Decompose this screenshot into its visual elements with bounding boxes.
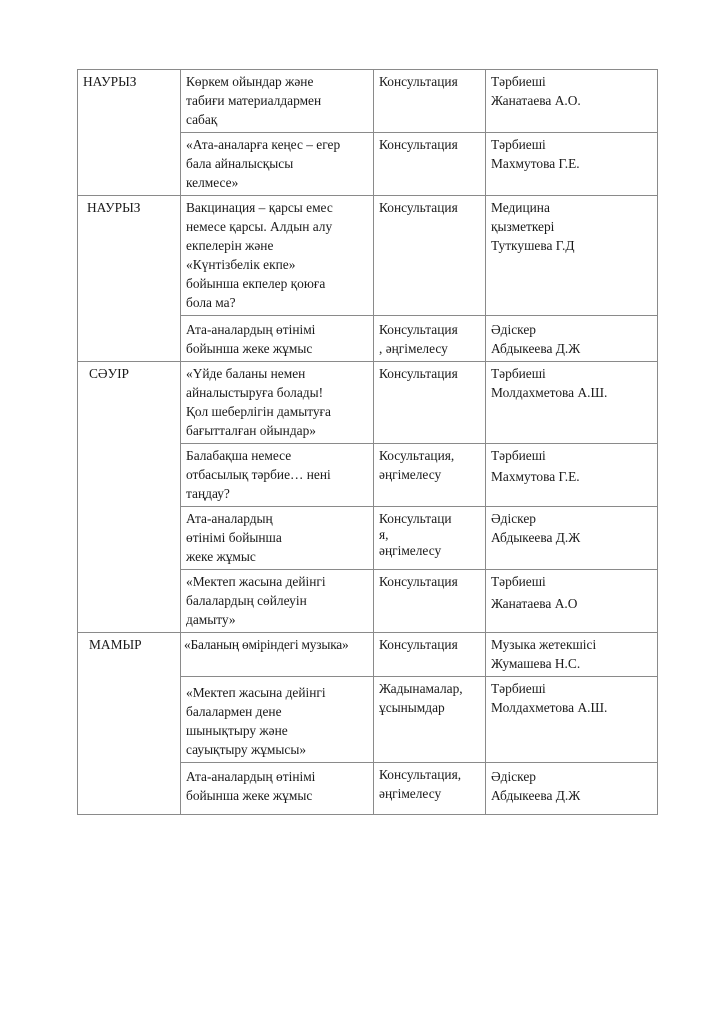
responsible-line: Жанатаева А.О. — [491, 93, 581, 108]
month-cell — [78, 70, 181, 196]
responsible-cell — [486, 316, 658, 362]
topic-line: екпелерін және — [186, 238, 274, 253]
topic-cell — [181, 196, 374, 316]
form-cell — [374, 677, 486, 763]
responsible-line: Тәрбиеші — [491, 137, 546, 152]
responsible-line: Абдыкеева Д.Ж — [491, 341, 581, 356]
topic-line: дамыту» — [186, 612, 236, 627]
topic-line: келмесе» — [186, 175, 239, 190]
topic-line: сауықтыру жұмысы» — [186, 742, 307, 757]
responsible-cell — [486, 70, 658, 133]
topic-line: бағытталған ойындар» — [186, 423, 316, 438]
responsible-cell — [486, 196, 658, 316]
responsible-cell — [486, 763, 658, 815]
responsible-line: Молдахметова А.Ш. — [491, 700, 608, 715]
topic-line: Балабақша немесе — [186, 448, 292, 463]
form-line: әңгімелесу — [379, 467, 442, 482]
form-line: Консультаци — [379, 511, 452, 526]
responsible-line: қызметкері — [491, 219, 555, 234]
topic-line: немесе қарсы. Алдын алу — [186, 219, 333, 234]
form-line: Консультация — [379, 574, 458, 589]
table-row — [78, 70, 658, 133]
form-line: әңгімелесу — [379, 786, 442, 801]
form-cell — [374, 570, 486, 633]
responsible-line: Әдіскер — [491, 511, 536, 526]
topic-cell — [181, 133, 374, 196]
responsible-line: Абдыкеева Д.Ж — [491, 530, 581, 545]
topic-cell — [181, 570, 374, 633]
month-cell — [78, 196, 181, 362]
topic-line: табиғи материалдармен — [186, 93, 322, 108]
form-cell — [374, 196, 486, 316]
responsible-line: Тәрбиеші — [491, 681, 546, 696]
responsible-line: Жумашева Н.С. — [491, 656, 581, 671]
topic-line: Қол шеберлігін дамытуға — [186, 404, 331, 419]
form-cell — [374, 633, 486, 677]
responsible-cell — [486, 507, 658, 570]
responsible-line: Тәрбиеші — [491, 448, 546, 463]
form-cell — [374, 70, 486, 133]
topic-cell — [181, 763, 374, 815]
form-line: Консультация — [379, 637, 458, 652]
form-line: Консультация — [379, 200, 458, 215]
form-cell — [374, 362, 486, 444]
form-line: Жадынамалар, — [379, 681, 463, 696]
form-line: Консультация — [379, 137, 458, 152]
responsible-line: Махмутова Г.Е. — [491, 156, 580, 171]
topic-line: сабақ — [186, 112, 218, 127]
responsible-line: Туткушева Г.Д — [491, 238, 575, 253]
month-label: МАМЫР — [89, 637, 142, 652]
topic-line: бола ма? — [186, 295, 236, 310]
topic-line: бала айналысқысы — [186, 156, 294, 171]
month-label: НАУРЫЗ — [87, 200, 141, 215]
topic-line: «Күнтізбелік екпе» — [186, 257, 296, 272]
topic-line: Вакцинация – қарсы емес — [186, 200, 333, 215]
responsible-cell — [486, 677, 658, 763]
topic-line: отбасылық тәрбие… нені — [186, 467, 331, 482]
form-line: ұсынымдар — [379, 700, 445, 715]
form-line: я, — [379, 527, 389, 542]
topic-cell — [181, 507, 374, 570]
topic-cell — [181, 362, 374, 444]
form-cell — [374, 763, 486, 815]
topic-line: айналыстыруға болады! — [186, 385, 324, 400]
responsible-line: Тәрбиеші — [491, 366, 546, 381]
topic-line: өтінімі бойынша — [186, 530, 282, 545]
topic-line: жеке жұмыс — [186, 549, 256, 564]
form-line: Косультация, — [379, 448, 455, 463]
form-line: Консультация — [379, 366, 458, 381]
topic-line: шынықтыру және — [186, 723, 288, 738]
topic-line: Ата-аналардың өтінімі — [186, 322, 316, 337]
topic-cell — [181, 677, 374, 763]
responsible-line: Молдахметова А.Ш. — [491, 385, 608, 400]
month-cell — [78, 362, 181, 633]
responsible-line: Жанатаева А.О — [491, 596, 578, 611]
form-line: Консультация, — [379, 767, 462, 782]
responsible-line: Тәрбиеші — [491, 74, 546, 89]
responsible-cell — [486, 633, 658, 677]
responsible-line: Медицина — [491, 200, 550, 215]
responsible-cell — [486, 362, 658, 444]
responsible-line: Әдіскер — [491, 322, 536, 337]
month-cell — [78, 633, 181, 815]
events-table — [77, 69, 658, 815]
topic-cell — [181, 444, 374, 507]
topic-line: балалармен дене — [186, 704, 282, 719]
topic-line: Ата-аналардың өтінімі — [186, 769, 316, 784]
topic-cell — [181, 633, 374, 677]
responsible-line: Тәрбиеші — [491, 574, 546, 589]
responsible-line: Әдіскер — [491, 769, 536, 784]
month-label: СӘУІР — [89, 366, 129, 381]
topic-line: «Баланың өміріндегі музыка» — [184, 637, 349, 652]
topic-line: Көркем ойындар және — [186, 74, 314, 89]
table-row — [78, 196, 658, 316]
topic-line: «Мектеп жасына дейінгі — [186, 685, 326, 700]
form-cell — [374, 444, 486, 507]
responsible-cell — [486, 133, 658, 196]
topic-cell — [181, 316, 374, 362]
topic-line: «Үйде баланы немен — [186, 366, 306, 381]
topic-line: бойынша екпелер қоюға — [186, 276, 326, 291]
form-line: Консультация — [379, 74, 458, 89]
topic-line: «Мектеп жасына дейінгі — [186, 574, 326, 589]
month-label: НАУРЫЗ — [83, 74, 137, 89]
form-line: , әңгімелесу — [379, 341, 448, 356]
topic-line: Ата-аналардың — [186, 511, 273, 526]
form-cell — [374, 507, 486, 570]
topic-cell — [181, 70, 374, 133]
form-line: Консультация — [379, 322, 458, 337]
responsible-line: Абдыкеева Д.Ж — [491, 788, 581, 803]
table-row — [78, 633, 658, 677]
topic-line: балалардың сөйлеуін — [186, 593, 307, 608]
form-cell — [374, 316, 486, 362]
form-line: әңгімелесу — [379, 543, 442, 558]
topic-line: бойынша жеке жұмыс — [186, 788, 313, 803]
responsible-cell — [486, 570, 658, 633]
topic-line: «Ата-аналарға кеңес – егер — [186, 137, 341, 152]
responsible-line: Махмутова Г.Е. — [491, 469, 580, 484]
form-cell — [374, 133, 486, 196]
table-row — [78, 362, 658, 444]
responsible-cell — [486, 444, 658, 507]
responsible-line: Музыка жетекшісі — [491, 637, 597, 652]
topic-line: бойынша жеке жұмыс — [186, 341, 313, 356]
topic-line: таңдау? — [186, 486, 230, 501]
